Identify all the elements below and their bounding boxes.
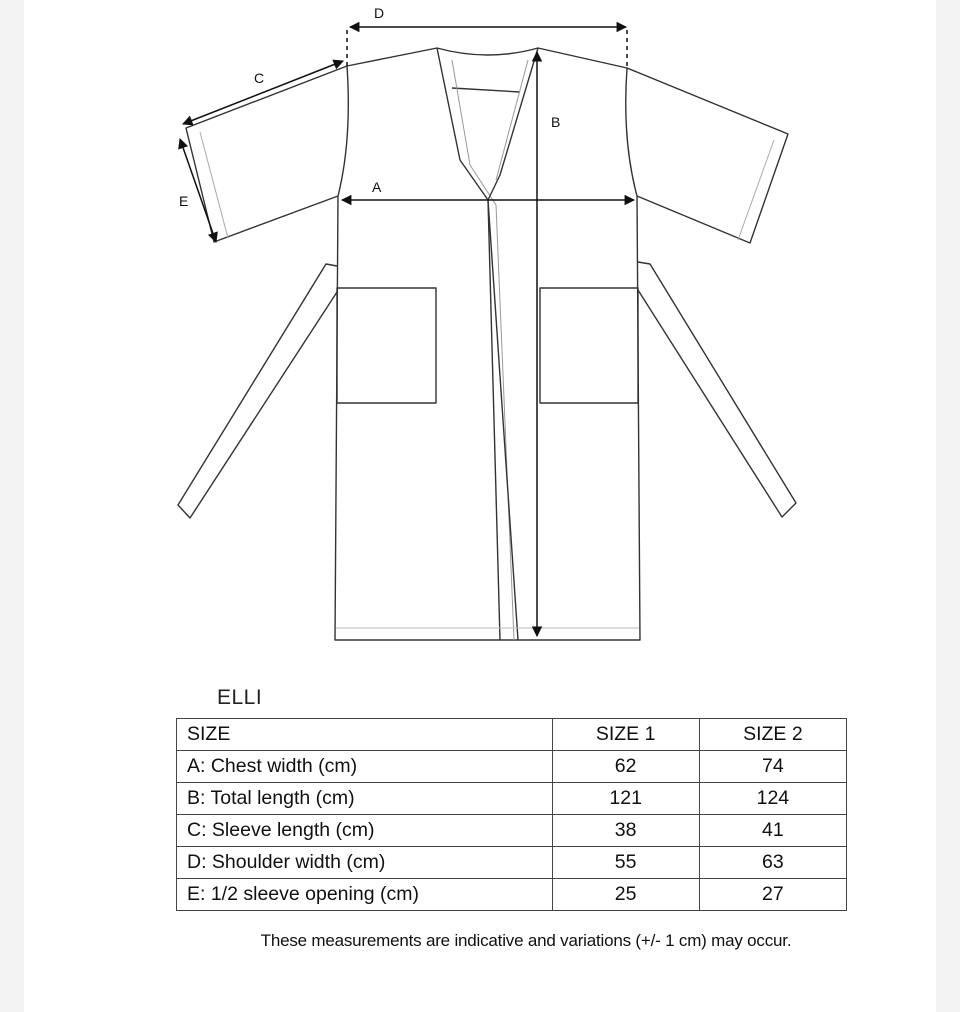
size-chart-sheet <box>24 0 936 1012</box>
row-label: C: Sleeve length (cm) <box>177 815 553 847</box>
robe-front-overlap <box>488 200 518 640</box>
row-size-2: 41 <box>699 815 846 847</box>
label-c: C <box>254 70 265 86</box>
table-row <box>177 751 847 783</box>
pocket-right <box>540 288 638 403</box>
header-size-1: SIZE 1 <box>552 719 699 751</box>
robe-collar-right <box>488 48 538 200</box>
row-size-1: 121 <box>552 783 699 815</box>
header-size-2: SIZE 2 <box>699 719 846 751</box>
robe-collar-left <box>437 48 500 640</box>
belt-right <box>638 262 796 517</box>
label-d: D <box>374 5 385 21</box>
row-size-1: 38 <box>552 815 699 847</box>
product-name: ELLI <box>217 686 263 709</box>
row-size-1: 62 <box>552 751 699 783</box>
row-size-1: 55 <box>552 847 699 879</box>
sleeve-left-cuff <box>200 132 228 238</box>
robe-back-neckline <box>452 88 520 92</box>
robe-diagram <box>24 0 936 680</box>
row-size-2: 74 <box>699 751 846 783</box>
label-a: A <box>372 179 382 195</box>
size-table <box>176 718 847 911</box>
table-header-row <box>177 719 847 751</box>
measurement-lines <box>180 27 634 636</box>
robe-collar-right-inner <box>496 60 528 180</box>
row-label: E: 1/2 sleeve opening (cm) <box>177 879 553 911</box>
row-size-2: 63 <box>699 847 846 879</box>
row-size-1: 25 <box>552 879 699 911</box>
row-label: B: Total length (cm) <box>177 783 553 815</box>
table-row <box>177 783 847 815</box>
sleeve-left <box>186 66 347 242</box>
label-e: E <box>179 193 189 209</box>
pocket-left <box>337 288 436 403</box>
row-label: D: Shoulder width (cm) <box>177 847 553 879</box>
row-size-2: 27 <box>699 879 846 911</box>
table-row <box>177 815 847 847</box>
belt-left <box>178 264 337 518</box>
table-row <box>177 879 847 911</box>
robe-body <box>335 48 640 640</box>
measure-e-line <box>180 139 216 242</box>
header-size: SIZE <box>177 719 553 751</box>
sleeve-right <box>627 68 788 243</box>
table-row <box>177 847 847 879</box>
robe-outline <box>178 48 796 640</box>
row-label: A: Chest width (cm) <box>177 751 553 783</box>
measurement-note: These measurements are indicative and variations (+/- 1 cm) may occur. <box>260 931 792 950</box>
row-size-2: 124 <box>699 783 846 815</box>
label-b: B <box>551 114 561 130</box>
